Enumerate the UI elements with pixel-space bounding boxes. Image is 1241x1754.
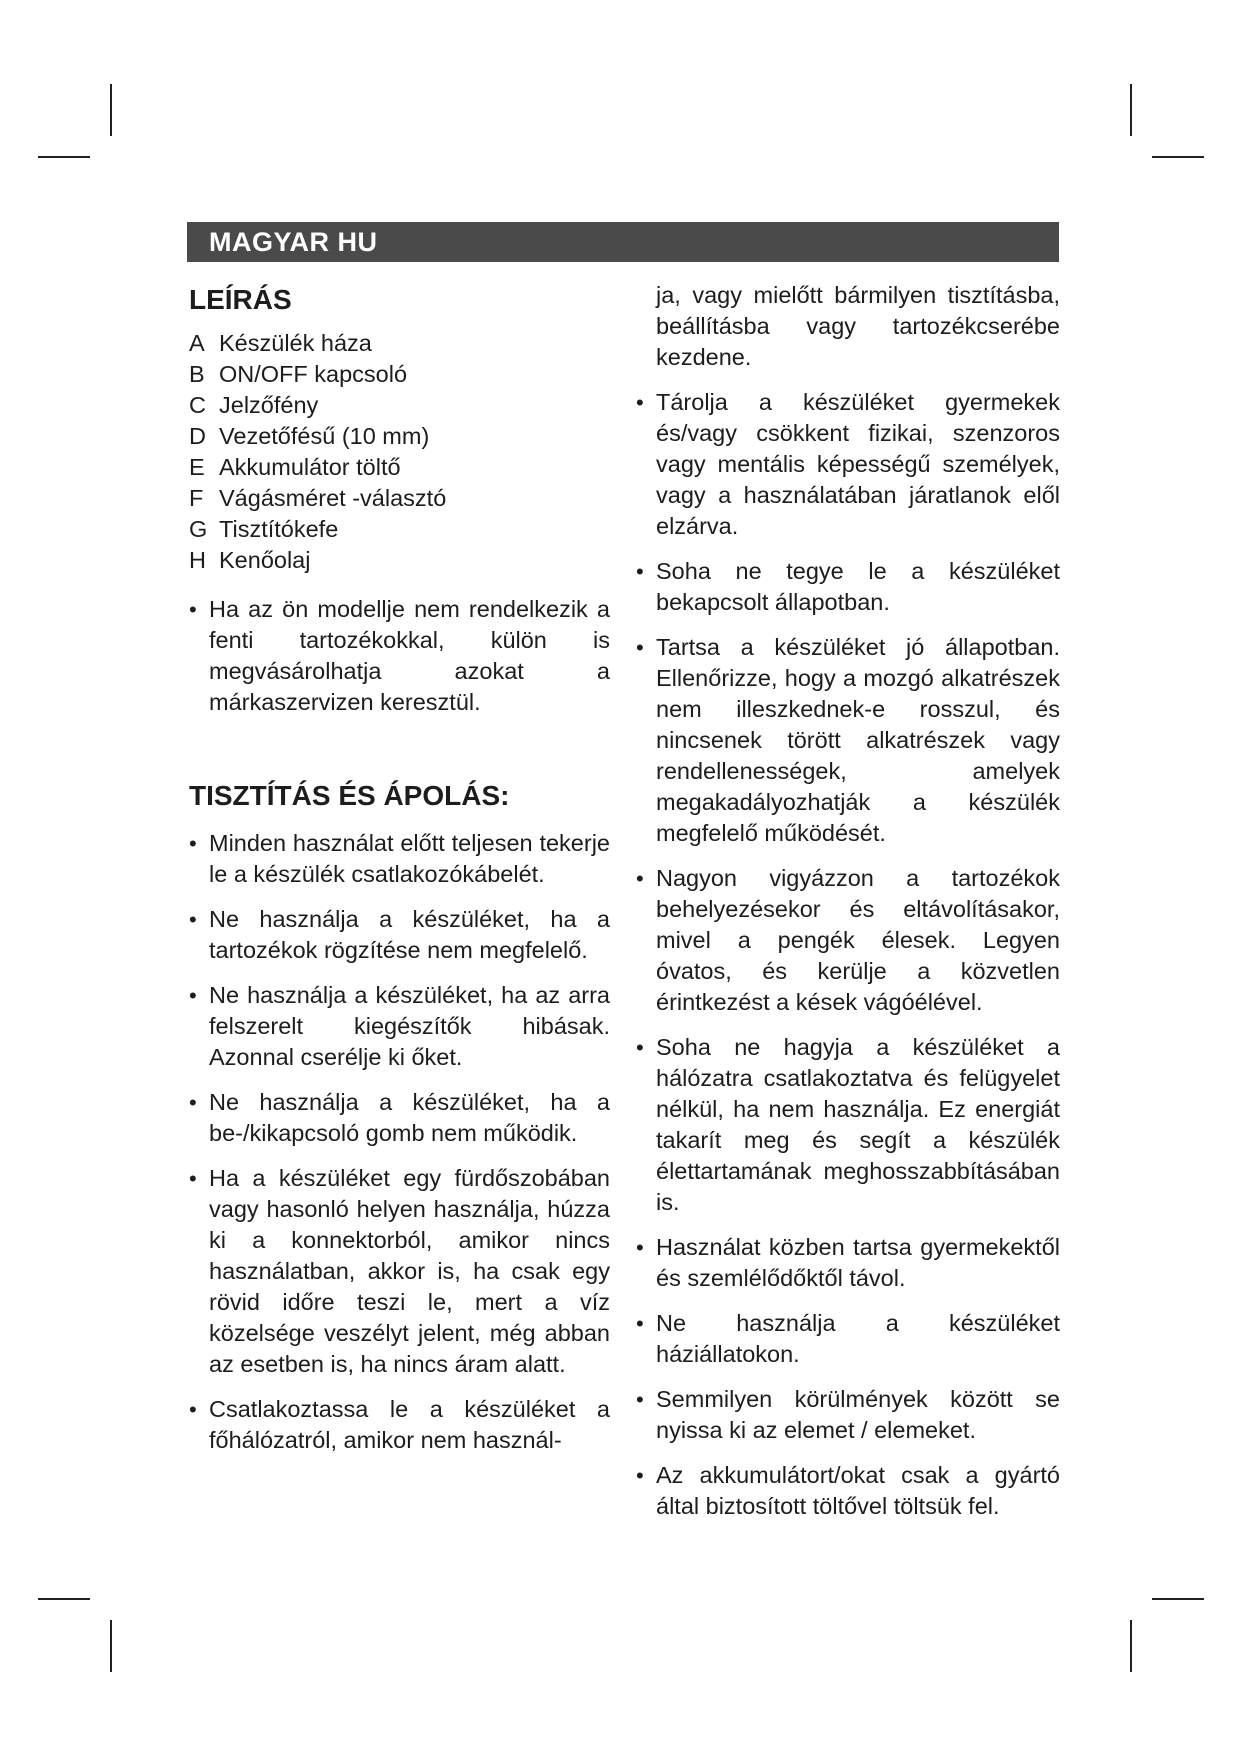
- bullet-item: • Nagyon vigyázzon a tartozékok behelyezésekor és eltávolításakor, mivel a pengék élesek. Legyen óvatos, és kerülje a közvetlen érintkezést a kések vágóélével.: [636, 865, 1060, 1015]
- bullet-icon: •: [636, 866, 644, 891]
- bullet-item: • Ne használja a készüléket háziállatokon.: [636, 1310, 1060, 1367]
- bullet-icon: •: [636, 1035, 644, 1060]
- parts-list-item: D Vezetőfésű (10 mm): [189, 423, 430, 449]
- parts-list-item: G Tisztítókefe: [189, 516, 339, 542]
- bullet-icon: •: [636, 559, 644, 584]
- language-header-label: MAGYAR HU: [209, 227, 378, 257]
- bullet-item: • Ha az ön modellje nem rendelkezik a fenti tartozékokkal, külön is megvásárolhatja azokat a márkaszervizen keresztül.: [189, 596, 610, 715]
- bullet-icon: •: [636, 1463, 644, 1488]
- crop-mark: [110, 84, 112, 136]
- bullet-item: • Ne használja a készüléket, ha az arra felszerelt kiegészítők hibásak. Azonnal cserélje ki őket.: [189, 982, 610, 1070]
- continued-text: ja, vagy mielőtt bármilyen tisztításba, beállításba vagy tartozékcserébe kezdene.: [656, 282, 1060, 370]
- cleaning-list-right: [636, 387, 1060, 1522]
- crop-mark: [1130, 84, 1132, 136]
- bullet-icon: •: [189, 1090, 197, 1115]
- crop-mark: [1152, 1598, 1204, 1600]
- crop-mark: [1130, 1620, 1132, 1672]
- bullet-item: • Ne használja a készüléket, ha a be-/kikapcsoló gomb nem működik.: [189, 1089, 610, 1146]
- bullet-item: • Tartsa a készüléket jó állapotban. Ellenőrizze, hogy a mozgó alkatrészek nem illeszkednek-e rosszul, és nincsenek törött alkatrészek vagy rendellenességek, amelyek megakadályozhatják a készülék megfelelő működését.: [636, 634, 1060, 846]
- bullet-icon: •: [189, 831, 197, 856]
- bullet-item: • Használat közben tartsa gyermekektől és szemlélődőktől távol.: [636, 1234, 1060, 1291]
- crop-mark: [1152, 156, 1204, 158]
- bullet-icon: •: [636, 1387, 644, 1412]
- bullet-icon: •: [189, 983, 197, 1008]
- bullet-icon: •: [189, 1166, 197, 1191]
- parts-list-item: H Kenőolaj: [189, 547, 311, 573]
- bullet-item: • Tárolja a készüléket gyermekek és/vagy csökkent fizikai, szenzoros vagy mentális képességű személyek, vagy a használatában járatlanok elől elzárva.: [636, 389, 1060, 539]
- bullet-icon: •: [636, 1311, 644, 1336]
- bullet-item: • Semmilyen körülmények között se nyissa ki az elemet / elemeket.: [636, 1386, 1060, 1443]
- bullet-item: • Soha ne tegye le a készüléket bekapcsolt állapotban.: [636, 558, 1060, 615]
- bullet-item: • Ha a készüléket egy fürdőszobában vagy hasonló helyen használja, húzza ki a konnektorból, amikor nincs használatban, akkor is, ha csak egy rövid időre teszi le, mert a víz közelsége veszélyt jelent, még abban az esetben is, ha nincs áram alatt.: [189, 1165, 610, 1377]
- bullet-item: • Soha ne hagyja a készüléket a hálózatra csatlakoztatva és felügyelet nélkül, ha nem használja. Ez energiát takarít meg és segít a készülék élettartamának meghosszabbításában is.: [636, 1034, 1060, 1215]
- parts-list-item: B ON/OFF kapcsoló: [189, 361, 408, 387]
- language-header: [187, 222, 1059, 262]
- cleaning-list-left: [189, 828, 610, 1456]
- right-column: [636, 280, 1060, 1536]
- left-column: [189, 280, 610, 1470]
- bullet-item: • Ne használja a készüléket, ha a tartozékok rögzítése nem megfelelő.: [189, 906, 610, 963]
- bullet-icon: •: [636, 1235, 644, 1260]
- parts-list-item: C Jelzőfény: [189, 392, 319, 418]
- bullet-icon: •: [189, 1397, 197, 1422]
- parts-list-item: E Akkumulátor töltő: [189, 454, 401, 480]
- bullet-icon: •: [189, 597, 197, 622]
- bullet-item: • Csatlakoztassa le a készüléket a főhálózatról, amikor nem használ-: [189, 1396, 610, 1453]
- parts-list: [189, 328, 610, 576]
- crop-mark: [110, 1620, 112, 1672]
- crop-mark: [38, 1598, 90, 1600]
- parts-list-item: A Készülék háza: [189, 330, 372, 356]
- bullet-item: • Az akkumulátort/okat csak a gyártó által biztosított töltővel töltsük fel.: [636, 1462, 1060, 1519]
- description-title: LEÍRÁS: [189, 284, 292, 315]
- parts-list-item: F Vágásméret -választó: [189, 485, 447, 511]
- bullet-icon: •: [636, 390, 644, 415]
- bullet-icon: •: [636, 635, 644, 660]
- crop-mark: [38, 156, 90, 158]
- accessory-note: [189, 594, 610, 718]
- cleaning-title: TISZTÍTÁS ÉS ÁPOLÁS:: [189, 780, 510, 811]
- bullet-icon: •: [189, 907, 197, 932]
- bullet-item: • Minden használat előtt teljesen tekerje le a készülék csatlakozókábelét.: [189, 830, 610, 887]
